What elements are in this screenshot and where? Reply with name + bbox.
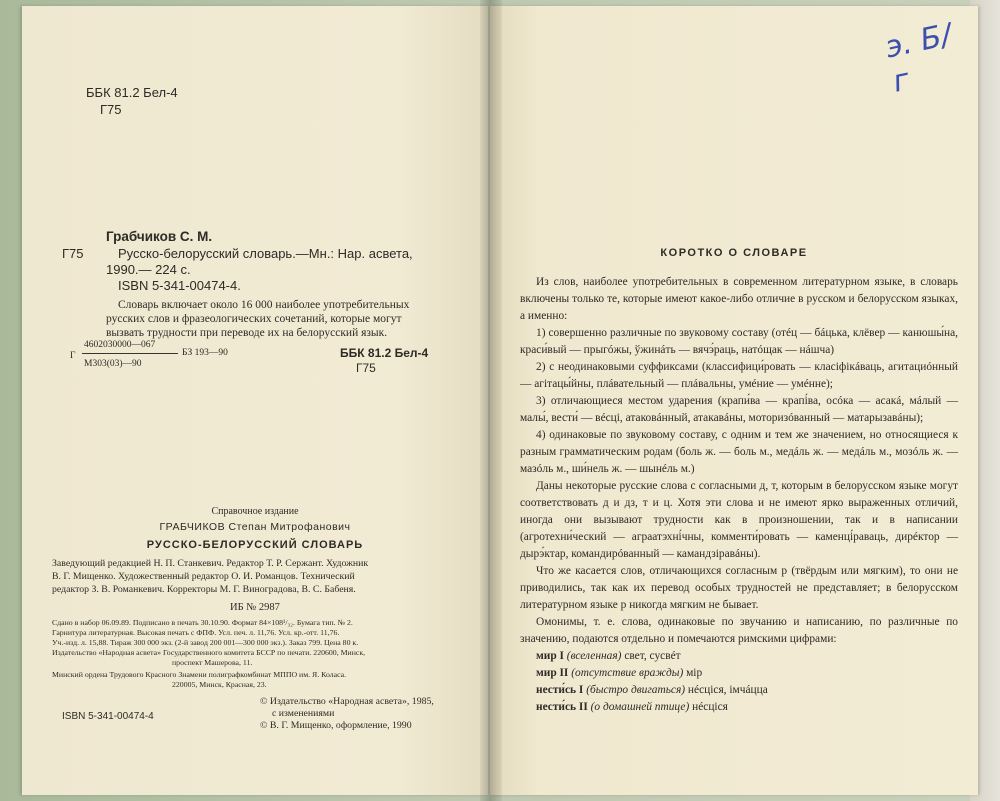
isbn-line: ISBN 5-341-00474-4. xyxy=(118,278,241,293)
entry-gloss: (вселенная) xyxy=(566,650,622,662)
copyright-line-3: © В. Г. Мищенко, оформление, 1990 xyxy=(260,720,412,731)
copyright-line-2: с изменениями xyxy=(272,708,335,719)
imprint-line-6: Минский ордена Трудового Красного Знамени полиграфкомбинат МППО им. Я. Коласа. xyxy=(52,670,347,679)
code-bottom: М303(03)—90 xyxy=(84,359,142,369)
entry-gloss: (отсутствие вражды) xyxy=(571,667,684,679)
code-g: Г xyxy=(70,351,76,361)
list-item-4: 4) одинаковые по звуковому составу, с одним и тем же значением, но относящиеся к разным грамматическим родам (боль ж. — боль м., медáль ж. — медáль м., мозóль ж. — мазóль м., ши́нель ж. — шынéль м.) xyxy=(520,429,958,475)
entry-word: мир I xyxy=(536,650,564,662)
left-page xyxy=(22,6,488,795)
para-intro: Из слов, наиболее употребительных в современном литературном языке, в словарь включены только те, которые имеют какое-либо отличие в русском и белорусском языках, а именно: xyxy=(520,276,958,322)
credits-line-3: редактор З. В. Романкевич. Корректоры М. Г. Виноградова, В. С. Бабеня. xyxy=(52,584,356,595)
entry-translation: свет, сусвéт xyxy=(624,650,681,662)
ib-number: ИБ № 2987 xyxy=(230,602,280,613)
title-line-2: 1990.— 224 с. xyxy=(106,262,191,277)
isbn-bottom: ISBN 5-341-00474-4 xyxy=(62,711,154,722)
handwritten-mark: э. Б/г xyxy=(882,17,955,100)
section-heading: КОРОТКО О СЛОВАРЕ xyxy=(660,247,808,259)
entry-translation: нéсціся xyxy=(692,701,728,713)
list-item-1: 1) совершенно различные по звуковому составу (отéц — бáцька, клёвер — канюшы́на, краси́вый — прыгóжы, ўжинáть — вячэ́раць, натóщак — нáшча) xyxy=(520,327,958,356)
imprint-line-7: 220005, Минск, Красная, 23. xyxy=(172,680,267,689)
annotation-line-1: Словарь включает около 16 000 наиболее употребительных xyxy=(118,299,410,311)
imprint-line-1: Сдано в набор 06.09.89. Подписано в печать 30.10.90. Формат 84×108¹/₃₂. Бумага тип. № 2. xyxy=(52,618,353,627)
entry-gloss: (быстро двигаться) xyxy=(586,684,686,696)
dictionary-entry xyxy=(520,665,958,682)
para-d-t: Даны некоторые русские слова с согласными д, т, которым в белорусском языке могут соответствовать д и дз, т и ц. Хотя эти слова и не имеют ярко выраженных отличий, иногда они вызывают трудности как в произношении, так и в написании (агротехни́ческий — аграатэхні́чны, комменти́ровать — каменці́раваць, дирéктор — дырэ́ктар, командирóванный — камандзіравáны). xyxy=(520,480,958,560)
imprint-line-3: Уч.-изд. л. 15,88. Тираж 300 000 экз. (2-й завод 200 001—300 000 экз.). Заказ 799. Цена 80 к. xyxy=(52,638,359,647)
g75-top: Г75 xyxy=(100,102,122,117)
entry-translation: нéсціся, імчáцца xyxy=(687,684,768,696)
code-fraction-rule xyxy=(82,353,178,354)
code-bz: БЗ 193—90 xyxy=(182,348,228,358)
para-homonyms: Омонимы, т. е. слова, одинаковые по звучанию и написанию, по различные по значению, подаются отдельно и помечаются римскими цифрами: xyxy=(520,616,958,645)
entry-gloss: (о домашней птице) xyxy=(590,701,690,713)
bbk-top: ББК 81.2 Бел-4 xyxy=(86,85,178,100)
foreword-text xyxy=(520,274,958,716)
dictionary-entry xyxy=(520,648,958,665)
entry-word: мир II xyxy=(536,667,569,679)
para-r: Что же касается слов, отличающихся согласным р (твёрдым или мягким), то они не приводились, так как их перевод особых трудностей не представляет; в белорусском литературном языке р никогда мягким не бывает. xyxy=(520,565,958,611)
list-item-3: 3) отличающиеся местом ударения (крапи́ва — крапі́ва, осóка — асакá, мáлый — малы́, вести́ — вéсці, атаковáнный, атакавáны, моторизóванный — матарызавáны); xyxy=(520,395,958,424)
right-page xyxy=(490,6,978,795)
entry-word: нести́сь I xyxy=(536,684,584,696)
credits-line-2: В. Г. Мищенко. Художественный редактор О. И. Романцов. Технический xyxy=(52,571,355,582)
title-line-1: Русско-белорусский словарь.—Мн.: Нар. асвета, xyxy=(118,246,413,261)
code-top: 4602030000—067 xyxy=(84,340,156,350)
copyright-line-1: © Издательство «Народная асвета», 1985, xyxy=(260,696,434,707)
book-gutter xyxy=(480,0,502,801)
credits-line-1: Заведующий редакцией Н. П. Станкевич. Редактор Т. Р. Сержант. Художник xyxy=(52,558,369,569)
entry-word: нести́сь II xyxy=(536,701,588,713)
author-full: ГРАБЧИКОВ Степан Митрофанович xyxy=(159,521,351,533)
g75-side: Г75 xyxy=(62,246,84,261)
bbk-bottom: ББК 81.2 Бел-4 xyxy=(340,346,429,360)
imprint-line-5: проспект Машерова, 11. xyxy=(172,658,253,667)
edition-type: Справочное издание xyxy=(211,506,299,517)
imprint-line-4: Издательство «Народная асвета» Государственного комитета БССР по печати. 220600, Минск, xyxy=(52,648,366,657)
book-title: РУССКО-БЕЛОРУССКИЙ СЛОВАРЬ xyxy=(146,539,364,551)
author-heading: Грабчиков С. М. xyxy=(106,229,213,244)
g75-bottom: Г75 xyxy=(356,361,376,375)
dictionary-entry xyxy=(520,682,958,699)
entry-translation: мір xyxy=(686,667,703,679)
dictionary-entry xyxy=(520,699,958,716)
list-item-2: 2) с неодинаковыми суффиксами (классифици́ровать — класіфікáваць, агитациóнный — агітацы́йны, плáвательный — плáвальны, умéние — умéнне); xyxy=(520,361,958,390)
annotation-line-2: русских слов и фразеологических сочетаний, которые могут xyxy=(106,313,402,325)
annotation-line-3: вызвать трудности при переводе их на белорусский язык. xyxy=(106,327,388,339)
imprint-line-2: Гарнитура литературная. Высокая печать с ФПФ. Усл. печ. л. 11,76. Усл. кр.-отт. 11,76. xyxy=(52,628,340,637)
